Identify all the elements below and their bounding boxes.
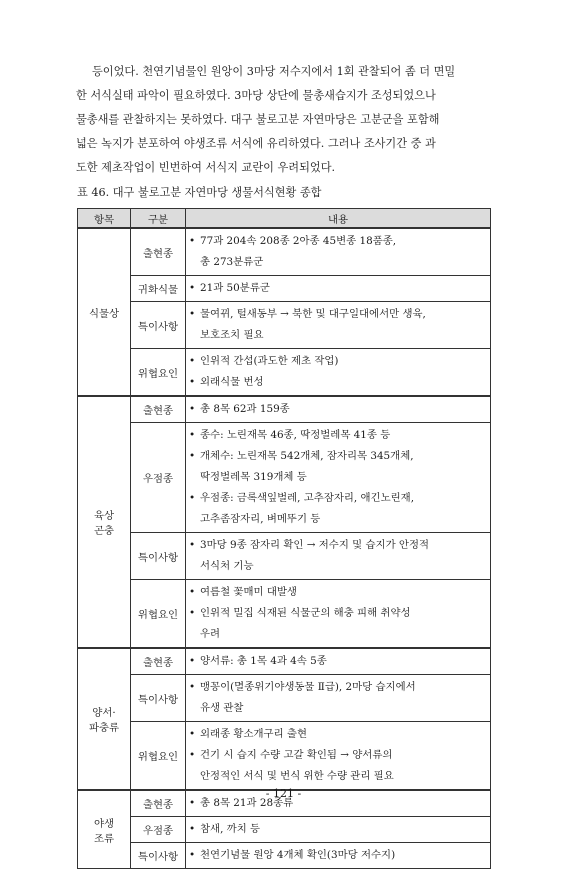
content-item-line bbox=[189, 252, 486, 273]
content-item-line bbox=[189, 488, 486, 509]
habitat-summary-table bbox=[77, 208, 491, 869]
content-item-line bbox=[189, 372, 486, 393]
content-item-line bbox=[189, 677, 486, 698]
bullet-icon: • bbox=[189, 403, 196, 415]
content-item-line bbox=[189, 446, 486, 467]
content-text: 고추좀잠자리, 벼메뚜기 등 bbox=[200, 513, 321, 525]
content-cell bbox=[186, 302, 491, 349]
bullet-icon: • bbox=[189, 849, 196, 861]
table-row bbox=[78, 276, 491, 302]
category-cell bbox=[78, 396, 131, 648]
content-item-line bbox=[189, 556, 486, 577]
content-item-line bbox=[189, 582, 486, 603]
content-cell bbox=[186, 817, 491, 843]
bullet-icon: • bbox=[189, 539, 196, 551]
content-cell bbox=[186, 396, 491, 423]
content-item-line bbox=[189, 724, 486, 745]
content-item-line bbox=[189, 819, 486, 840]
content-text: 우려 bbox=[200, 628, 221, 640]
content-text: 인위적 밀집 식재된 식물군의 해충 피해 취약성 bbox=[200, 607, 411, 619]
division-cell: 특이사항 bbox=[131, 843, 186, 869]
bullet-icon: • bbox=[189, 728, 196, 740]
bullet-icon: • bbox=[189, 797, 196, 809]
division-cell: 위협요인 bbox=[131, 349, 186, 397]
content-text: 총 8목 62과 159종 bbox=[200, 403, 290, 415]
content-text: 보호조치 필요 bbox=[200, 329, 264, 341]
table-row bbox=[78, 533, 491, 580]
paragraph-line: 도한 제초작업이 빈번하여 서식지 교란이 우려되었다. bbox=[76, 161, 336, 174]
table-row bbox=[78, 423, 491, 533]
content-text: 맹꽁이(멸종위기야생동물 Ⅱ급), 2마당 습지에서 bbox=[200, 681, 416, 693]
table-row bbox=[78, 349, 491, 397]
bullet-icon: • bbox=[189, 681, 196, 693]
paragraph-line: 물총새를 관찰하지는 못하였다. 대구 불로고분 자연마당은 고분군을 포함해 bbox=[76, 113, 440, 126]
bullet-icon: • bbox=[189, 355, 196, 367]
division-cell: 우점종 bbox=[131, 817, 186, 843]
content-item-line bbox=[189, 535, 486, 556]
content-cell bbox=[186, 843, 491, 869]
division-cell: 우점종 bbox=[131, 423, 186, 533]
content-cell bbox=[186, 276, 491, 302]
content-text: 안정적인 서식 및 번식 위한 수량 관리 필요 bbox=[200, 770, 394, 782]
division-cell: 출현종 bbox=[131, 790, 186, 817]
content-item-line bbox=[189, 509, 486, 530]
content-cell bbox=[186, 675, 491, 722]
content-cell bbox=[186, 580, 491, 649]
content-text: 여름철 꽃매미 대발생 bbox=[200, 586, 297, 598]
content-cell bbox=[186, 349, 491, 397]
content-item-line bbox=[189, 399, 486, 420]
division-cell: 출현종 bbox=[131, 648, 186, 675]
content-cell bbox=[186, 533, 491, 580]
content-text: 종수: 노린재목 46종, 딱정벌레목 41종 등 bbox=[200, 429, 391, 441]
content-text: 천연기념물 원앙 4개체 확인(3마당 저수지) bbox=[200, 849, 396, 861]
content-item-line bbox=[189, 325, 486, 346]
bullet-icon: • bbox=[189, 749, 196, 761]
bullet-icon: • bbox=[189, 308, 196, 320]
content-item-line bbox=[189, 304, 486, 325]
bullet-icon: • bbox=[189, 655, 196, 667]
content-item-line bbox=[189, 603, 486, 624]
body-paragraph bbox=[76, 60, 496, 180]
bullet-icon: • bbox=[189, 429, 196, 441]
content-item-line bbox=[189, 467, 486, 488]
content-text: 총 273분류군 bbox=[200, 256, 264, 268]
paragraph-line: 등이었다. 천연기념물인 원앙이 3마당 저수지에서 1회 관찰되어 좀 더 면밀 bbox=[92, 65, 456, 78]
content-cell bbox=[186, 648, 491, 675]
table-row bbox=[78, 580, 491, 649]
content-text: 인위적 간섭(과도한 제초 작업) bbox=[200, 355, 339, 367]
content-text: 77과 204속 208종 2아종 45변종 18품종, bbox=[200, 235, 397, 247]
content-item-line bbox=[189, 845, 486, 866]
header-content: 내용 bbox=[186, 209, 491, 229]
content-text: 3마당 9종 잠자리 확인 → 저수지 및 습지가 안정적 bbox=[200, 539, 430, 551]
bullet-icon: • bbox=[189, 235, 196, 247]
category-label: 곤충 bbox=[93, 525, 115, 537]
table-header-row bbox=[78, 209, 491, 229]
content-text: 외래식물 번성 bbox=[200, 376, 264, 388]
content-text: 딱정벌레목 319개체 등 bbox=[200, 471, 307, 483]
page-number: - 121 - bbox=[265, 787, 302, 800]
content-text: 건기 시 습지 수량 고갈 확인됨 → 양서류의 bbox=[200, 749, 393, 761]
content-text: 참새, 까치 등 bbox=[200, 823, 261, 835]
content-text: 21과 50분류군 bbox=[200, 282, 270, 294]
content-item-line bbox=[189, 745, 486, 766]
bullet-icon: • bbox=[189, 282, 196, 294]
table-row bbox=[78, 648, 491, 675]
table-caption: 표 46. 대구 불로고분 자연마당 생물서식현황 종합 bbox=[77, 186, 322, 199]
table-row bbox=[78, 396, 491, 423]
content-text: 개체수: 노린재목 542개체, 잠자리목 345개체, bbox=[200, 450, 414, 462]
table-row bbox=[78, 228, 491, 276]
paragraph-line: 한 서식실태 파악이 필요하였다. 3마당 상단에 물총새습지가 조성되었으나 bbox=[76, 89, 436, 102]
content-item-line bbox=[189, 766, 486, 787]
content-text: 양서류: 총 1목 4과 4속 5종 bbox=[200, 655, 327, 667]
table-row bbox=[78, 843, 491, 869]
category-label: 육상 bbox=[93, 510, 115, 522]
category-label: 식물상 bbox=[88, 307, 120, 320]
category-label: 파충류 bbox=[88, 722, 120, 734]
bullet-icon: • bbox=[189, 586, 196, 598]
content-item-line bbox=[189, 351, 486, 372]
header-division: 구분 bbox=[131, 209, 186, 229]
content-item-line bbox=[189, 624, 486, 645]
division-cell: 귀화식물 bbox=[131, 276, 186, 302]
division-cell: 위협요인 bbox=[131, 722, 186, 791]
header-item: 항목 bbox=[78, 209, 131, 229]
bullet-icon: • bbox=[189, 376, 196, 388]
category-label: 조류 bbox=[93, 832, 115, 845]
content-text: 유생 관찰 bbox=[200, 702, 244, 714]
content-text: 서식처 기능 bbox=[200, 560, 254, 572]
table-body bbox=[78, 228, 491, 869]
category-cell bbox=[78, 648, 131, 790]
division-cell: 출현종 bbox=[131, 228, 186, 276]
content-cell bbox=[186, 722, 491, 791]
table-row bbox=[78, 817, 491, 843]
content-item-line bbox=[189, 231, 486, 252]
content-item-line bbox=[189, 698, 486, 719]
paragraph-line: 넓은 녹지가 분포하여 야생조류 서식에 유리하였다. 그러나 조사기간 중 과 bbox=[76, 137, 436, 150]
division-cell: 특이사항 bbox=[131, 675, 186, 722]
category-label: 양서· bbox=[92, 707, 116, 719]
bullet-icon: • bbox=[189, 823, 196, 835]
table-row bbox=[78, 302, 491, 349]
content-cell bbox=[186, 228, 491, 276]
category-label: 야생 bbox=[93, 817, 115, 830]
table-row bbox=[78, 722, 491, 791]
division-cell: 위협요인 bbox=[131, 580, 186, 649]
category-cell bbox=[78, 228, 131, 396]
content-text: 외래종 황소개구리 출현 bbox=[200, 728, 307, 740]
category-cell bbox=[78, 790, 131, 869]
content-cell bbox=[186, 423, 491, 533]
bullet-icon: • bbox=[189, 607, 196, 619]
content-item-line bbox=[189, 651, 486, 672]
division-cell: 특이사항 bbox=[131, 533, 186, 580]
table-row bbox=[78, 675, 491, 722]
bullet-icon: • bbox=[189, 492, 196, 504]
content-text: 우점종: 금록색잎벌레, 고추잠자리, 애긴노린재, bbox=[200, 492, 415, 504]
content-item-line bbox=[189, 278, 486, 299]
content-item-line bbox=[189, 425, 486, 446]
content-text: 물여뀌, 털새동부 → 북한 및 대구일대에서만 생육, bbox=[200, 308, 426, 320]
division-cell: 출현종 bbox=[131, 396, 186, 423]
content-text: 총 8목 21과 28종류 bbox=[200, 797, 294, 809]
division-cell: 특이사항 bbox=[131, 302, 186, 349]
bullet-icon: • bbox=[189, 450, 196, 462]
